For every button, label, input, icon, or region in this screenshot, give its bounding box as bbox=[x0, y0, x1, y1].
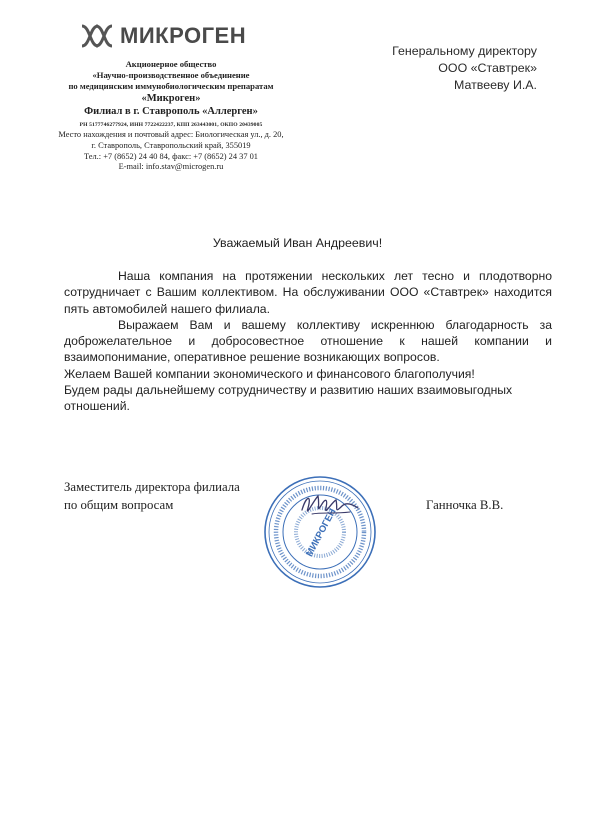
phone-fax: Тел.: +7 (8652) 24 40 84, факс: +7 (8652) 24 37 01 bbox=[83, 151, 258, 161]
stamp-text: МИКРОГЕН bbox=[304, 506, 339, 559]
address-line: Место нахождения и почтовый адрес: Биологическая ул., д. 20, bbox=[58, 130, 284, 139]
stamp-seal-icon bbox=[262, 474, 378, 590]
branch-name: Филиал в г. Ставрополь «Аллерген» bbox=[84, 106, 258, 117]
recipient-company: ООО «Ставтрек» bbox=[438, 61, 537, 75]
recipient-name: Матвееву И.А. bbox=[454, 78, 537, 92]
paragraph: Наша компания на протяжении нескольких лет тесно и плодотворно сотрудничает с Вашим коллективом. На обслуживании ООО «Ставтрек» находится пять автомобилей нашего филиала. bbox=[64, 269, 552, 316]
address-line: г. Ставрополь, Ставропольский край, 355019 bbox=[91, 140, 251, 150]
org-line: по медицинским иммунобиологическим препаратам bbox=[68, 81, 274, 91]
letter-body bbox=[64, 268, 552, 415]
logo-text: МИКРОГЕН bbox=[120, 23, 247, 48]
signatory-title-line: по общим вопросам bbox=[64, 497, 174, 512]
signatory-name: Ганночка В.В. bbox=[426, 498, 504, 512]
company-logo bbox=[80, 22, 260, 50]
recipient-position: Генеральному директору bbox=[392, 44, 537, 58]
company-stamp bbox=[262, 474, 378, 590]
recipient-block bbox=[392, 43, 537, 94]
org-type: Акционерное общество bbox=[125, 59, 217, 69]
dna-helix-icon bbox=[80, 22, 120, 50]
org-name: «Микроген» bbox=[141, 93, 201, 104]
paragraph: Выражаем Вам и вашему коллективу искреннюю благодарность за доброжелательное и добросовестное отношение к нашей компании и взаимопонимание, оперативное решение возникающих вопросов. bbox=[64, 317, 552, 365]
greeting: Уважаемый Иван Андреевич! bbox=[212, 236, 383, 250]
signatory-title-line: Заместитель директора филиала bbox=[64, 480, 240, 494]
paragraph: Желаем Вашей компании экономического и финансового благополучия! bbox=[64, 366, 475, 381]
signatory-title bbox=[64, 479, 240, 514]
organization-details bbox=[36, 59, 306, 173]
registration-numbers: РН 5177746277924, ИНН 7722422237, КПП 263443001, ОКПО 20439005 bbox=[79, 122, 263, 128]
paragraph: Будем рады дальнейшему сотрудничеству и развитию наших взаимовыгодных отношений. bbox=[64, 383, 513, 414]
email: E-mail: info.stav@microgen.ru bbox=[118, 162, 224, 172]
org-line: «Научно-производственное объединение bbox=[92, 70, 250, 80]
